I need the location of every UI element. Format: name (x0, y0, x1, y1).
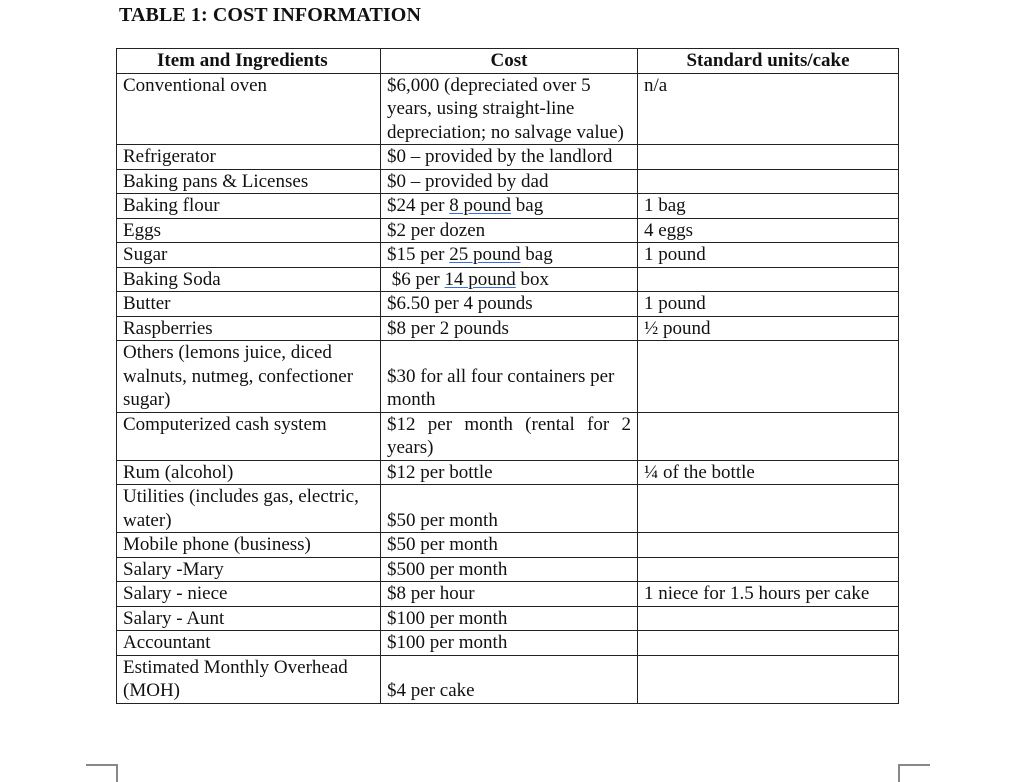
item-cell: Eggs (117, 218, 381, 243)
units-cell (638, 169, 899, 194)
item-cell: Baking flour (117, 194, 381, 219)
spellcheck-underlined-text: 14 pound (444, 268, 516, 290)
cost-cell: $500 per month (381, 557, 638, 582)
header-item: Item and Ingredients (117, 49, 381, 74)
table-row (117, 169, 899, 194)
cost-cell: $0 – provided by dad (381, 169, 638, 194)
cost-text: $24 per (387, 195, 450, 216)
table-row (117, 243, 899, 268)
cost-cell: $6,000 (depreciated over 5 years, using straight-line depreciation; no salvage value) (381, 73, 638, 145)
cost-text: bag (520, 244, 553, 265)
cost-cell: $30 for all four containers per month (381, 341, 638, 413)
table-row (117, 485, 899, 533)
table-row (117, 267, 899, 292)
units-cell (638, 533, 899, 558)
item-cell: Utilities (includes gas, electric, water) (117, 485, 381, 533)
item-cell: Baking Soda (117, 267, 381, 292)
table-row (117, 631, 899, 656)
units-cell (638, 606, 899, 631)
table-row (117, 73, 899, 145)
units-cell: 1 niece for 1.5 hours per cake (638, 582, 899, 607)
item-cell: Computerized cash system (117, 412, 381, 460)
cost-cell (381, 194, 638, 219)
units-cell: 4 eggs (638, 218, 899, 243)
cost-text: $6 per (387, 268, 445, 290)
table-row (117, 655, 899, 703)
units-cell (638, 145, 899, 170)
item-cell: Rum (alcohol) (117, 460, 381, 485)
cost-cell: $50 per month (381, 485, 638, 533)
header-cost: Cost (381, 49, 638, 74)
item-cell: Butter (117, 292, 381, 317)
units-cell (638, 485, 899, 533)
cost-text: box (515, 268, 550, 290)
cost-cell: $100 per month (381, 631, 638, 656)
units-cell: ¼ of the bottle (638, 460, 899, 485)
units-cell: 1 bag (638, 194, 899, 219)
spellcheck-underlined-text: 25 pound (449, 244, 521, 265)
header-units: Standard units/cake (638, 49, 899, 74)
cost-cell: $12 per bottle (381, 460, 638, 485)
item-cell: Raspberries (117, 316, 381, 341)
item-cell: Others (lemons juice, diced walnuts, nutmeg, confectioner sugar) (117, 341, 381, 413)
table-header-row (117, 49, 899, 74)
page-corner-mark-left (86, 764, 118, 782)
cost-cell (381, 243, 638, 268)
item-cell: Refrigerator (117, 145, 381, 170)
cost-text: $15 per (387, 244, 450, 265)
units-cell: n/a (638, 73, 899, 145)
spellcheck-underlined-text: 8 pound (449, 195, 512, 216)
table-title: TABLE 1: COST INFORMATION (119, 4, 421, 26)
units-cell: 1 pound (638, 243, 899, 268)
item-cell: Salary - niece (117, 582, 381, 607)
cost-cell: $8 per 2 pounds (381, 316, 638, 341)
table-row (117, 292, 899, 317)
item-cell: Mobile phone (business) (117, 533, 381, 558)
table-row (117, 145, 899, 170)
cost-text: bag (511, 195, 544, 216)
cost-cell: $12 per month (rental for 2 years) (381, 412, 638, 460)
units-cell (638, 557, 899, 582)
cost-cell (381, 267, 638, 292)
units-cell (638, 412, 899, 460)
table-row (117, 606, 899, 631)
item-cell: Accountant (117, 631, 381, 656)
table-row (117, 341, 899, 413)
units-cell (638, 631, 899, 656)
table-row (117, 316, 899, 341)
item-cell: Estimated Monthly Overhead (MOH) (117, 655, 381, 703)
cost-cell: $100 per month (381, 606, 638, 631)
cost-cell: $4 per cake (381, 655, 638, 703)
units-cell (638, 341, 899, 413)
table-row (117, 557, 899, 582)
cost-cell: $0 – provided by the landlord (381, 145, 638, 170)
table-row (117, 533, 899, 558)
item-cell: Baking pans & Licenses (117, 169, 381, 194)
table-row (117, 412, 899, 460)
cost-cell: $8 per hour (381, 582, 638, 607)
item-cell: Conventional oven (117, 73, 381, 145)
units-cell: 1 pound (638, 292, 899, 317)
table-row (117, 582, 899, 607)
units-cell: ½ pound (638, 316, 899, 341)
table-row (117, 460, 899, 485)
item-cell: Salary -Mary (117, 557, 381, 582)
cost-cell: $50 per month (381, 533, 638, 558)
page-corner-mark-right (898, 764, 930, 782)
units-cell (638, 267, 899, 292)
table-row (117, 218, 899, 243)
item-cell: Sugar (117, 243, 381, 268)
table-row (117, 194, 899, 219)
units-cell (638, 655, 899, 703)
cost-information-table (116, 48, 899, 704)
cost-cell: $6.50 per 4 pounds (381, 292, 638, 317)
cost-cell: $2 per dozen (381, 218, 638, 243)
item-cell: Salary - Aunt (117, 606, 381, 631)
